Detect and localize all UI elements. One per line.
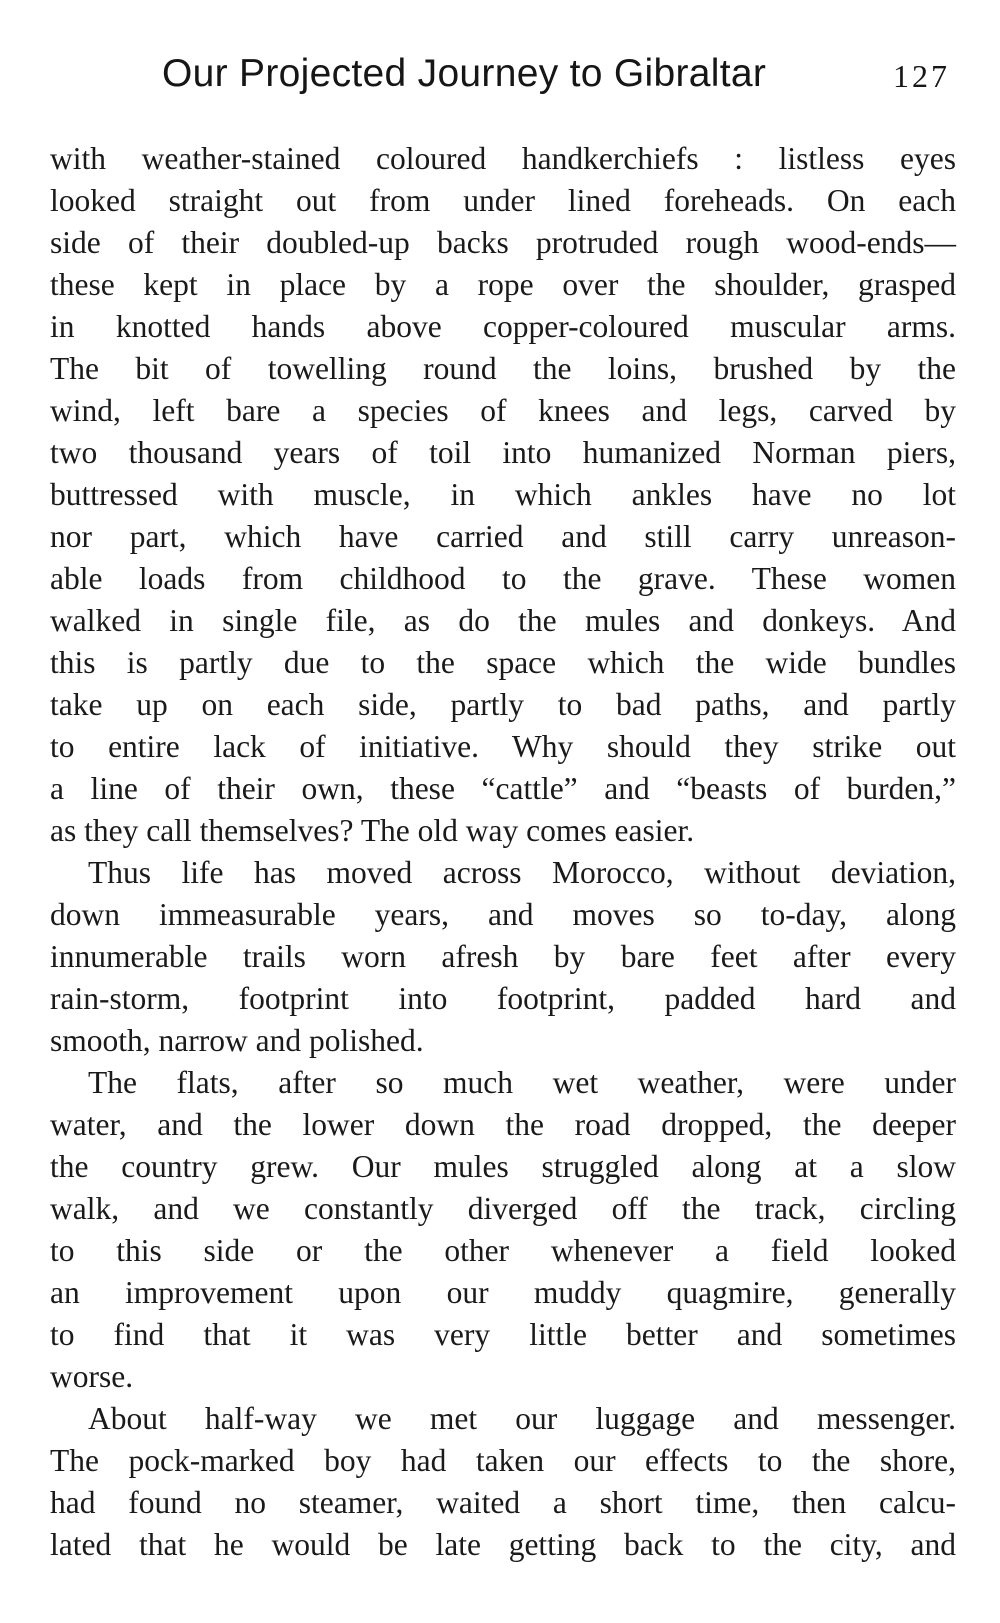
text-line: to this side or the other whenever a field looked: [50, 1233, 956, 1268]
text-line: with weather-stained coloured handkerchiefs : listless eyes: [50, 141, 956, 176]
text-line: The bit of towelling round the loins, brushed by the: [50, 351, 956, 386]
page-number: 127: [893, 58, 950, 94]
text-line: looked straight out from under lined foreheads. On each: [50, 183, 956, 218]
text-line: in knotted hands above copper-coloured muscular arms.: [50, 309, 956, 344]
text-line: a line of their own, these “cattle” and “beasts of burden,”: [50, 771, 956, 806]
paragraph: [50, 138, 956, 852]
text-line: side of their doubled-up backs protruded rough wood-ends—: [50, 225, 956, 260]
text-line: rain-storm, footprint into footprint, padded hard and: [50, 981, 956, 1016]
paragraph: [50, 1062, 956, 1398]
text-line: to find that it was very little better and sometimes: [50, 1317, 956, 1352]
running-title: Our Projected Journey to Gibraltar: [162, 52, 767, 95]
text-line: take up on each side, partly to bad paths, and partly: [50, 687, 956, 722]
text-line: lated that he would be late getting back to the city, and: [50, 1527, 956, 1562]
text-line: walked in single file, as do the mules and donkeys. And: [50, 603, 956, 638]
text-line: About half-way we met our luggage and messenger.: [88, 1401, 956, 1436]
text-line: these kept in place by a rope over the shoulder, grasped: [50, 267, 956, 302]
text-line: innumerable trails worn afresh by bare feet after every: [50, 939, 956, 974]
text-line: two thousand years of toil into humanized Norman piers,: [50, 435, 956, 470]
text-line: nor part, which have carried and still carry unreason-: [50, 519, 956, 554]
paragraph: [50, 1398, 956, 1566]
text-line: to entire lack of initiative. Why should they strike out: [50, 729, 956, 764]
text-line: an improvement upon our muddy quagmire, generally: [50, 1275, 956, 1310]
text-line: Thus life has moved across Morocco, without deviation,: [88, 855, 956, 890]
text-line: smooth, narrow and polished.: [50, 1023, 424, 1058]
text-line: The flats, after so much wet weather, were under: [88, 1065, 956, 1100]
text-line: had found no steamer, waited a short time, then calcu-: [50, 1485, 956, 1520]
text-line: walk, and we constantly diverged off the track, circling: [50, 1191, 956, 1226]
running-head: [50, 52, 952, 102]
text-line: buttressed with muscle, in which ankles have no lot: [50, 477, 956, 512]
text-line: the country grew. Our mules struggled along at a slow: [50, 1149, 956, 1184]
text-line: this is partly due to the space which the wide bundles: [50, 645, 956, 680]
text-line: as they call themselves? The old way comes easier.: [50, 813, 695, 848]
paragraph: [50, 852, 956, 1062]
text-line: worse.: [50, 1359, 134, 1394]
text-line: wind, left bare a species of knees and legs, carved by: [50, 393, 956, 428]
text-line: able loads from childhood to the grave. These women: [50, 561, 956, 596]
body-text: [50, 138, 956, 1566]
text-line: The pock-marked boy had taken our effects to the shore,: [50, 1443, 956, 1478]
text-line: water, and the lower down the road dropped, the deeper: [50, 1107, 956, 1142]
text-line: down immeasurable years, and moves so to-day, along: [50, 897, 956, 932]
